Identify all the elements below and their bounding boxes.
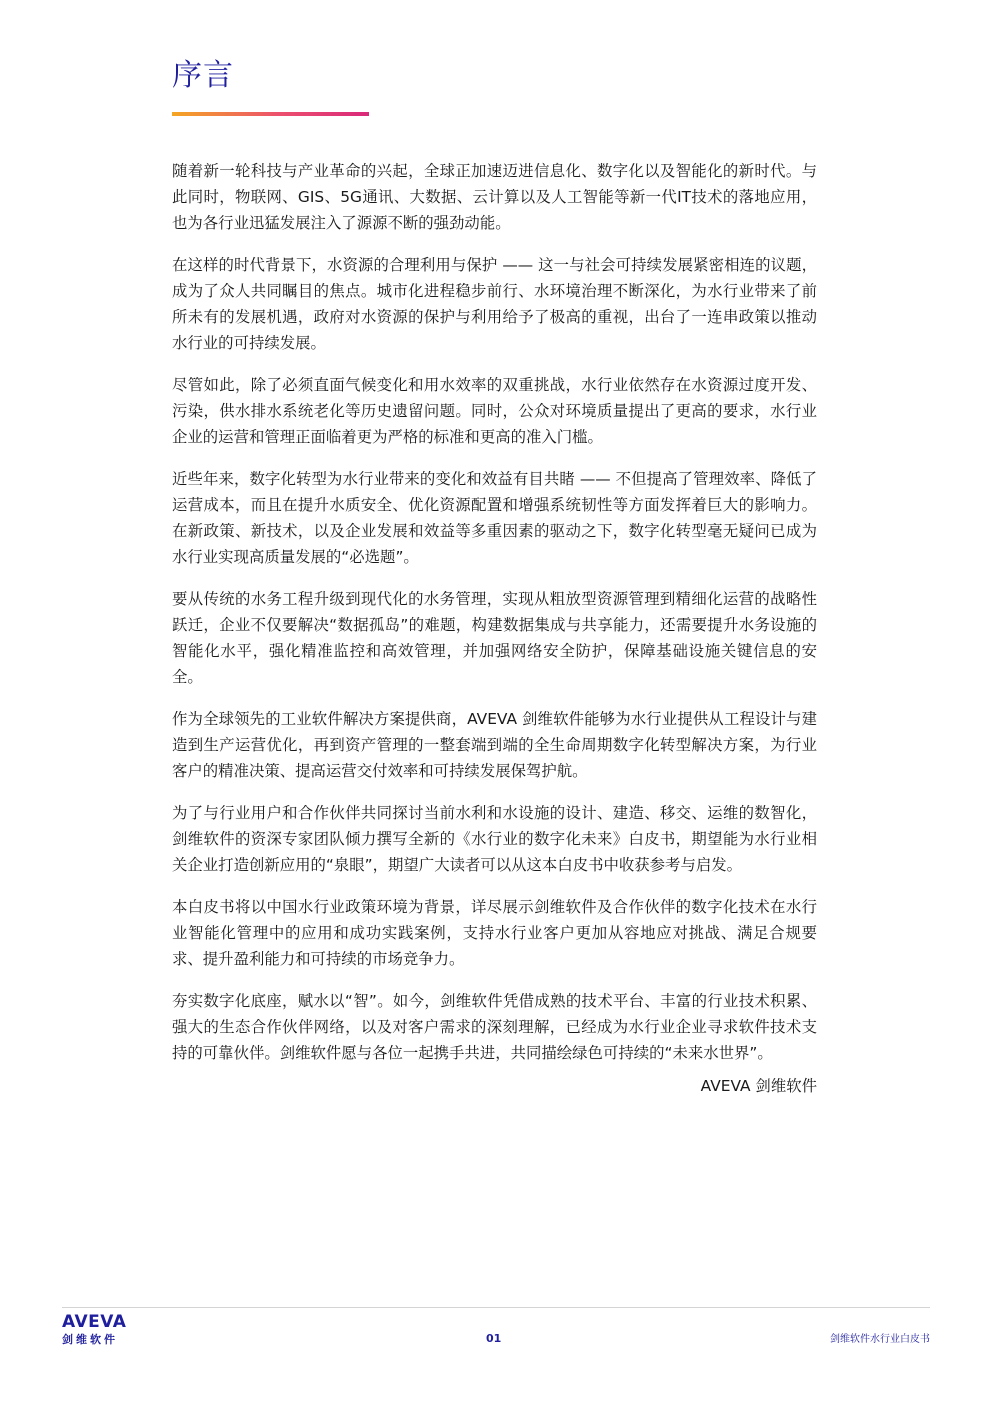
paragraph-1: 随着新一轮科技与产业革命的兴起，全球正加速迈进信息化、数字化以及智能化的新时代。与此同时，物联网、GIS、5G通讯、大数据、云计算以及人工智能等新一代IT技术的落地应用，也为各行业迅猛发展注入了源源不断的强劲动能。	[172, 162, 817, 232]
logo-wordmark: AVEVA	[62, 1312, 127, 1332]
paragraph-8: 本白皮书将以中国水行业政策环境为背景，详尽展示剑维软件及合作伙伴的数字化技术在水行业智能化管理中的应用和成功实践案例，支持水行业客户更加从容地应对挑战、满足合规要求、提升盈利能力和可持续的市场竞争力。	[172, 898, 817, 968]
signature: AVEVA 剑维软件	[700, 1077, 817, 1095]
paragraph-5: 要从传统的水务工程升级到现代化的水务管理，实现从粗放型资源管理到精细化运营的战略性跃迁，企业不仅要解决“数据孤岛”的难题，构建数据集成与共享能力，还需要提升水务设施的智能化水平，强化精准监控和高效管理，并加强网络安全防护，保障基础设施关键信息的安全。	[172, 590, 817, 686]
paragraph-4: 近些年来，数字化转型为水行业带来的变化和效益有目共睹 —— 不但提高了管理效率、降低了运营成本，而且在提升水质安全、优化资源配置和增强系统韧性等方面发挥着巨大的影响力。在新政策、新技术，以及企业发展和效益等多重因素的驱动之下，数字化转型毫无疑问已成为水行业实现高质量发展的“必选题”。	[172, 470, 817, 566]
paragraph-2: 在这样的时代背景下，水资源的合理利用与保护 —— 这一与社会可持续发展紧密相连的议题，成为了众人共同瞩目的焦点。城市化进程稳步前行、水环境治理不断深化，为水行业带来了前所未有的发展机遇，政府对水资源的保护与利用给予了极高的重视，出台了一连串政策以推动水行业的可持续发展。	[172, 256, 817, 352]
paragraph-6: 作为全球领先的工业软件解决方案提供商，AVEVA 剑维软件能够为水行业提供从工程设计与建造到生产运营优化，再到资产管理的一整套端到端的全生命周期数字化转型解决方案，为行业客户的精准决策、提高运营交付效率和可持续发展保驾护航。	[172, 710, 817, 780]
page-number: 01	[486, 1332, 502, 1345]
paragraph-9: 夯实数字化底座，赋水以“智”。如今，剑维软件凭借成熟的技术平台、丰富的行业技术积累、强大的生态合作伙伴网络，以及对客户需求的深刻理解，已经成为水行业企业寻求软件技术支持的可靠伙伴。剑维软件愿与各位一起携手共进，共同描绘绿色可持续的“未来水世界”。	[172, 992, 817, 1062]
paragraph-7: 为了与行业用户和合作伙伴共同探讨当前水利和水设施的设计、建造、移交、运维的数智化，剑维软件的资深专家团队倾力撰写全新的《水行业的数字化未来》白皮书，期望能为水行业相关企业打造创新应用的“泉眼”，期望广大读者可以从这本白皮书中收获参考与启发。	[172, 804, 817, 874]
page-title: 序言	[172, 58, 234, 93]
paragraph-3: 尽管如此，除了必须直面气候变化和用水效率的双重挑战，水行业依然存在水资源过度开发、污染，供水排水系统老化等历史遗留问题。同时，公众对环境质量提出了更高的要求，水行业企业的运营和管理正面临着更为严格的标准和更高的准入门槛。	[172, 376, 817, 446]
title-accent-rule	[172, 112, 369, 116]
footer-divider	[62, 1307, 930, 1308]
aveva-logo	[62, 1314, 126, 1347]
logo-subtitle: 剑维软件	[62, 1333, 118, 1346]
document-name: 剑维软件水行业白皮书	[830, 1334, 930, 1345]
preface-body	[172, 158, 817, 1082]
